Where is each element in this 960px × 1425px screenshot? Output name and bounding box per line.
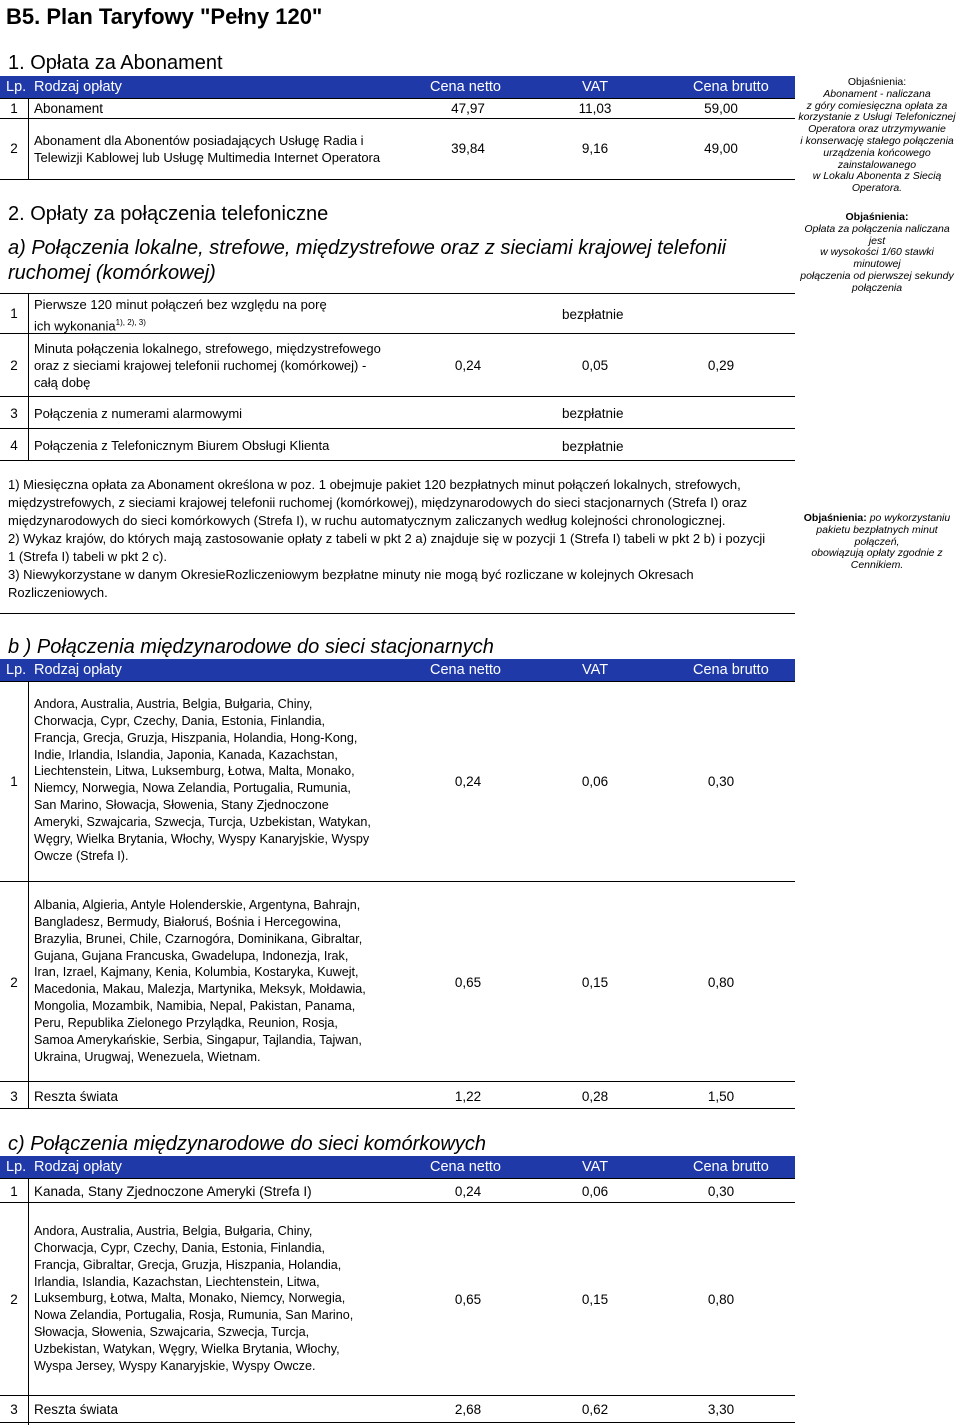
price-vat: 0,62 [581,1402,609,1417]
row-lp: 1 [10,1184,18,1199]
section-2b-heading: b ) Połączenia międzynarodowe do sieci stacjonarnych [8,636,494,658]
side-note-subscription [797,77,957,195]
footnote-line: międzynarodowych do sieci komórkowych (Strefa I), w ruchu automatycznym zaliczanych według kolejności chronologicznej. [8,513,726,528]
footnote-ref: 1), 2), 3) [115,318,146,327]
price-gross: 3,30 [707,1402,735,1417]
footnote-line: 2) Wykaz krajów, do których mają zastosowanie opłaty z tabeli w pkt 2 a) znajduje się w pozycji 1 (Strefa I) tabeli w pkt 2 b) i pozycji [8,531,766,546]
price-net: 47,97 [451,101,485,116]
footnotes [8,476,798,602]
price-net: 0,24 [454,358,482,373]
side-note-line: z góry comiesięczna opłata za [806,99,948,112]
side-note-line: połączenia [851,281,903,294]
row-lp: 4 [10,438,18,453]
price-gross: 59,00 [704,101,738,116]
footnote-line: 3) Niewykorzystane w danym OkresieRozliczeniowym bezpłatne minuty nie mogą być rozliczane w kolejnych Okresach [8,567,694,582]
mobile-intl-table [0,1156,795,1425]
subscription-table [0,76,795,180]
country-line: Iran, Izrael, Kajmany, Kenia, Kolumbia, Kostaryka, Kuwejt, [34,965,359,980]
country-line: Chorwacja, Cypr, Czechy, Dania, Estonia, Finlandia, [34,713,325,728]
price-net: 1,22 [454,1089,482,1104]
row-name-line: Pierwsze 120 minut połączeń bez względu na porę [34,297,327,312]
side-note-line: i konserwację stałego połączenia [800,134,954,147]
country-line: Ukraina, Urugwaj, Wenezuela, Wietnam. [34,1049,261,1064]
col-divider [28,681,29,1109]
header-gross: Cena brutto [693,79,769,95]
row-lp: 1 [10,306,18,321]
country-line: Nowa Zelandia, Portugalia, Rosja, Rumunia, San Marino, [34,1308,354,1323]
side-note-line: Operatora oraz utrzymywanie [808,123,946,136]
row-name-line: Minuta połączenia lokalnego, strefowego, międzystrefowego [34,341,381,356]
row-lp: 1 [10,101,18,116]
header-lp: Lp. [6,662,27,678]
side-note-line: pakietu bezpłatnych minut połączeń, [816,523,938,548]
row-lp: 2 [10,358,18,373]
row-lp: 2 [10,141,18,156]
row-divider [0,1395,795,1396]
side-note-line: Abonament - naliczana [823,87,931,100]
country-line: Owcze (Strefa I). [34,848,129,863]
row-name: Połączenia z Telefonicznym Biurem Obsługi Klienta [34,438,330,453]
price-net: 2,68 [454,1402,482,1417]
price-net: 0,65 [454,975,482,990]
price-vat: 11,03 [578,101,612,116]
row-lp: 1 [10,774,18,789]
country-line: Peru, Republika Zielonego Przylądka, Reunion, Rosja, [34,1015,338,1030]
row-divider [0,179,795,180]
price-gross: 0,29 [707,358,735,373]
row-lp: 2 [10,1292,18,1307]
footnote-line: międzystrefowych, z sieciami krajowej telefonii ruchomej (komórkowej), międzynarodowych do sieci stacjonarnych (Strefa I) oraz [8,495,748,510]
country-line: Bangladesz, Bermudy, Białoruś, Bośnia i Hercegowina, [34,914,342,929]
country-list [34,1223,353,1375]
side-note-line: obowiązują opłaty zgodnie z [811,547,943,560]
country-line: Słowacja, Słowenia, Szwajcaria, Szwecja, Turcja, [34,1325,310,1340]
header-vat: VAT [582,79,609,95]
country-line: Samoa Amerykańskie, Serbia, Singapur, Tajlandia, Tajwan, [34,1032,362,1047]
side-note-line: Opłata za połączenia naliczana jest [804,222,950,247]
section-2c-heading: c) Połączenia międzynarodowe do sieci komórkowych [8,1133,486,1155]
side-note-line: korzystanie z Usługi Telefonicznej [798,111,956,124]
header-type: Rodzaj opłaty [34,1159,122,1175]
row-name: Abonament [34,101,104,116]
price-net: 0,24 [454,774,482,789]
header-type: Rodzaj opłaty [34,662,122,678]
country-line: Ameryki, Szwajcaria, Szwecja, Turcja, Uzbekistan, Watykan, [34,814,371,829]
row-divider [0,428,795,429]
side-note-label: Objaśnienia: [845,211,909,223]
side-note-line: Operatora. [851,182,903,195]
country-line: Gujana, Gujana Francuska, Gwadelupa, Indonezja, Irak, [34,948,349,963]
country-line: Niemcy, Norwegia, Nowa Zelandia, Portugalia, Rumunia, [34,781,351,796]
row-name-line [34,314,146,334]
country-line: Macedonia, Makau, Malezja, Martynika, Meksyk, Mołdawia, [34,982,366,997]
country-line: Albania, Algieria, Antyle Holenderskie, Argentyna, Bahrajn, [34,898,361,912]
section-2a-heading-cont: ruchomej (komórkowej) [8,262,216,284]
row-lp: 3 [10,1402,18,1417]
side-note-line: w wysokości 1/60 stawki minutowej [820,246,934,271]
price-free: bezpłatnie [562,307,624,322]
header-gross: Cena brutto [693,1159,769,1175]
price-free: bezpłatnie [562,439,624,454]
price-gross: 1,50 [707,1089,735,1104]
row-divider [0,98,795,99]
row-name-line: Abonament dla Abonentów posiadających Usługę Radia i [34,133,364,148]
row-name-text: ich wykonania [34,318,116,334]
header-type: Rodzaj opłaty [34,79,122,95]
row-name: Kanada, Stany Zjednoczone Ameryki (Strefa I) [34,1184,312,1199]
row-name: Połączenia z numerami alarmowymi [34,406,243,421]
country-line: San Marino, Słowacja, Słowenia, Stany Zjednoczone [34,798,329,813]
row-divider [0,1202,795,1203]
price-vat: 0,05 [581,358,609,373]
col-divider [28,1178,29,1425]
table-header [0,659,795,681]
section-2a-heading: a) Połączenia lokalne, strefowe, międzystrefowe oraz z sieciami krajowej telefonii [8,237,727,259]
price-net: 39,84 [451,141,485,156]
price-vat: 0,06 [581,1184,609,1199]
price-gross: 0,30 [707,1184,735,1199]
side-note-label: Objaśnienia: [847,76,907,88]
country-line: Mongolia, Mozambik, Namibia, Nepal, Pakistan, Panama, [34,999,356,1014]
table-header [0,76,795,98]
country-line: Brazylia, Brunei, Chile, Czarnogóra, Dominikana, Gibraltar, [34,931,363,946]
row-name-line: Telewizji Kablowej lub Usługę Multimedia Internet Operatora [34,150,381,165]
section-divider [0,613,795,614]
row-name: Reszta świata [34,1089,119,1104]
page-title: B5. Plan Taryfowy "Pełny 120" [6,4,323,29]
country-line: Francja, Gibraltar, Grecja, Gruzja, Hiszpania, Holandia, [34,1257,342,1272]
price-vat: 9,16 [581,141,609,156]
country-list [34,897,366,1065]
country-line: Luksemburg, Łotwa, Malta, Monako, Niemcy, Norwegia, [34,1291,346,1306]
side-note-package [797,513,957,572]
price-vat: 0,15 [581,1292,609,1307]
side-note-line: w Lokalu Abonenta z Siecią [812,170,942,183]
price-vat: 0,06 [581,774,609,789]
row-divider [0,1422,795,1423]
header-lp: Lp. [6,79,27,95]
country-line: Francja, Grecja, Gruzja, Hiszpania, Holandia, Hong-Kong, [34,730,358,745]
col-divider [28,293,29,461]
side-note-line: Cennikiem. [850,559,904,572]
local-calls-table [0,293,795,461]
price-gross: 0,30 [707,774,735,789]
country-list [34,696,371,864]
country-line: Chorwacja, Cypr, Czechy, Dania, Estonia, Finlandia, [34,1240,325,1255]
row-divider [0,396,795,397]
row-divider [0,1081,795,1082]
row-divider [0,293,795,294]
header-vat: VAT [582,1159,609,1175]
country-line: Irlandia, Islandia, Kazachstan, Liechtenstein, Litwa, [34,1274,320,1289]
row-lp: 2 [10,975,18,990]
country-line: Andora, Australia, Austria, Belgia, Bułgaria, Chiny, [34,1224,313,1238]
price-free: bezpłatnie [562,406,624,421]
row-divider [0,118,795,119]
price-gross: 49,00 [704,141,738,156]
row-name-line: całą dobę [34,375,91,390]
country-line: Liechtenstein, Litwa, Luksemburg, Łotwa, Malta, Monako, [34,764,355,779]
price-net: 0,24 [454,1184,482,1199]
header-vat: VAT [582,662,609,678]
row-name: Reszta świata [34,1402,119,1417]
side-note-line: połączenia od pierwszej sekundy [800,269,954,282]
header-net: Cena netto [430,79,501,95]
row-name-line: oraz z sieciami krajowej telefonii ruchomej (komórkowej) - [34,358,367,373]
section-1-heading: 1. Opłata za Abonament [8,52,223,74]
country-line: Wyspa Jersey, Wyspy Kanaryjskie, Wyspy Owcze. [34,1358,316,1373]
row-divider [0,881,795,882]
section-2-heading: 2. Opłaty za połączenia telefoniczne [8,203,329,225]
country-line: Indie, Irlandia, Islandia, Japonia, Kanada, Kazachstan, [34,747,338,762]
header-net: Cena netto [430,1159,501,1175]
price-gross: 0,80 [707,975,735,990]
price-vat: 0,15 [581,975,609,990]
price-net: 0,65 [454,1292,482,1307]
price-gross: 0,80 [707,1292,735,1307]
row-lp: 3 [10,406,18,421]
row-divider [0,460,795,461]
row-lp: 3 [10,1089,18,1104]
row-divider [0,1108,795,1109]
header-lp: Lp. [6,1159,27,1175]
side-note-text: po wykorzystaniu [869,512,951,524]
footnote-line: 1 (Strefa I) tabeli w pkt 2 c). [8,549,167,564]
country-line: Andora, Australia, Austria, Belgia, Bułgaria, Chiny, [34,697,313,711]
landline-intl-table [0,659,795,1109]
row-divider [0,681,795,682]
country-line: Węgry, Wielka Brytania, Włochy, Wyspy Kanaryjskie, Wyspy [34,831,370,846]
row-divider [0,1178,795,1179]
col-divider [28,98,29,180]
table-header [0,1156,795,1178]
side-note-label: Objaśnienia: [803,512,867,524]
price-vat: 0,28 [581,1089,609,1104]
footnote-line: Rozliczeniowych. [8,585,108,600]
side-note-line: zainstalowanego [837,158,917,171]
header-net: Cena netto [430,662,501,678]
side-note-billing [797,212,957,295]
side-note-line: urządzenia końcowego [823,146,931,159]
header-gross: Cena brutto [693,662,769,678]
footnote-line: 1) Miesięczna opłata za Abonament określona w poz. 1 obejmuje pakiet 120 bezpłatnych minut połączeń lokalnych, strefowych, [8,477,741,492]
country-line: Uzbekistan, Watykan, Węgry, Wielka Brytania, Włochy, [34,1341,340,1356]
